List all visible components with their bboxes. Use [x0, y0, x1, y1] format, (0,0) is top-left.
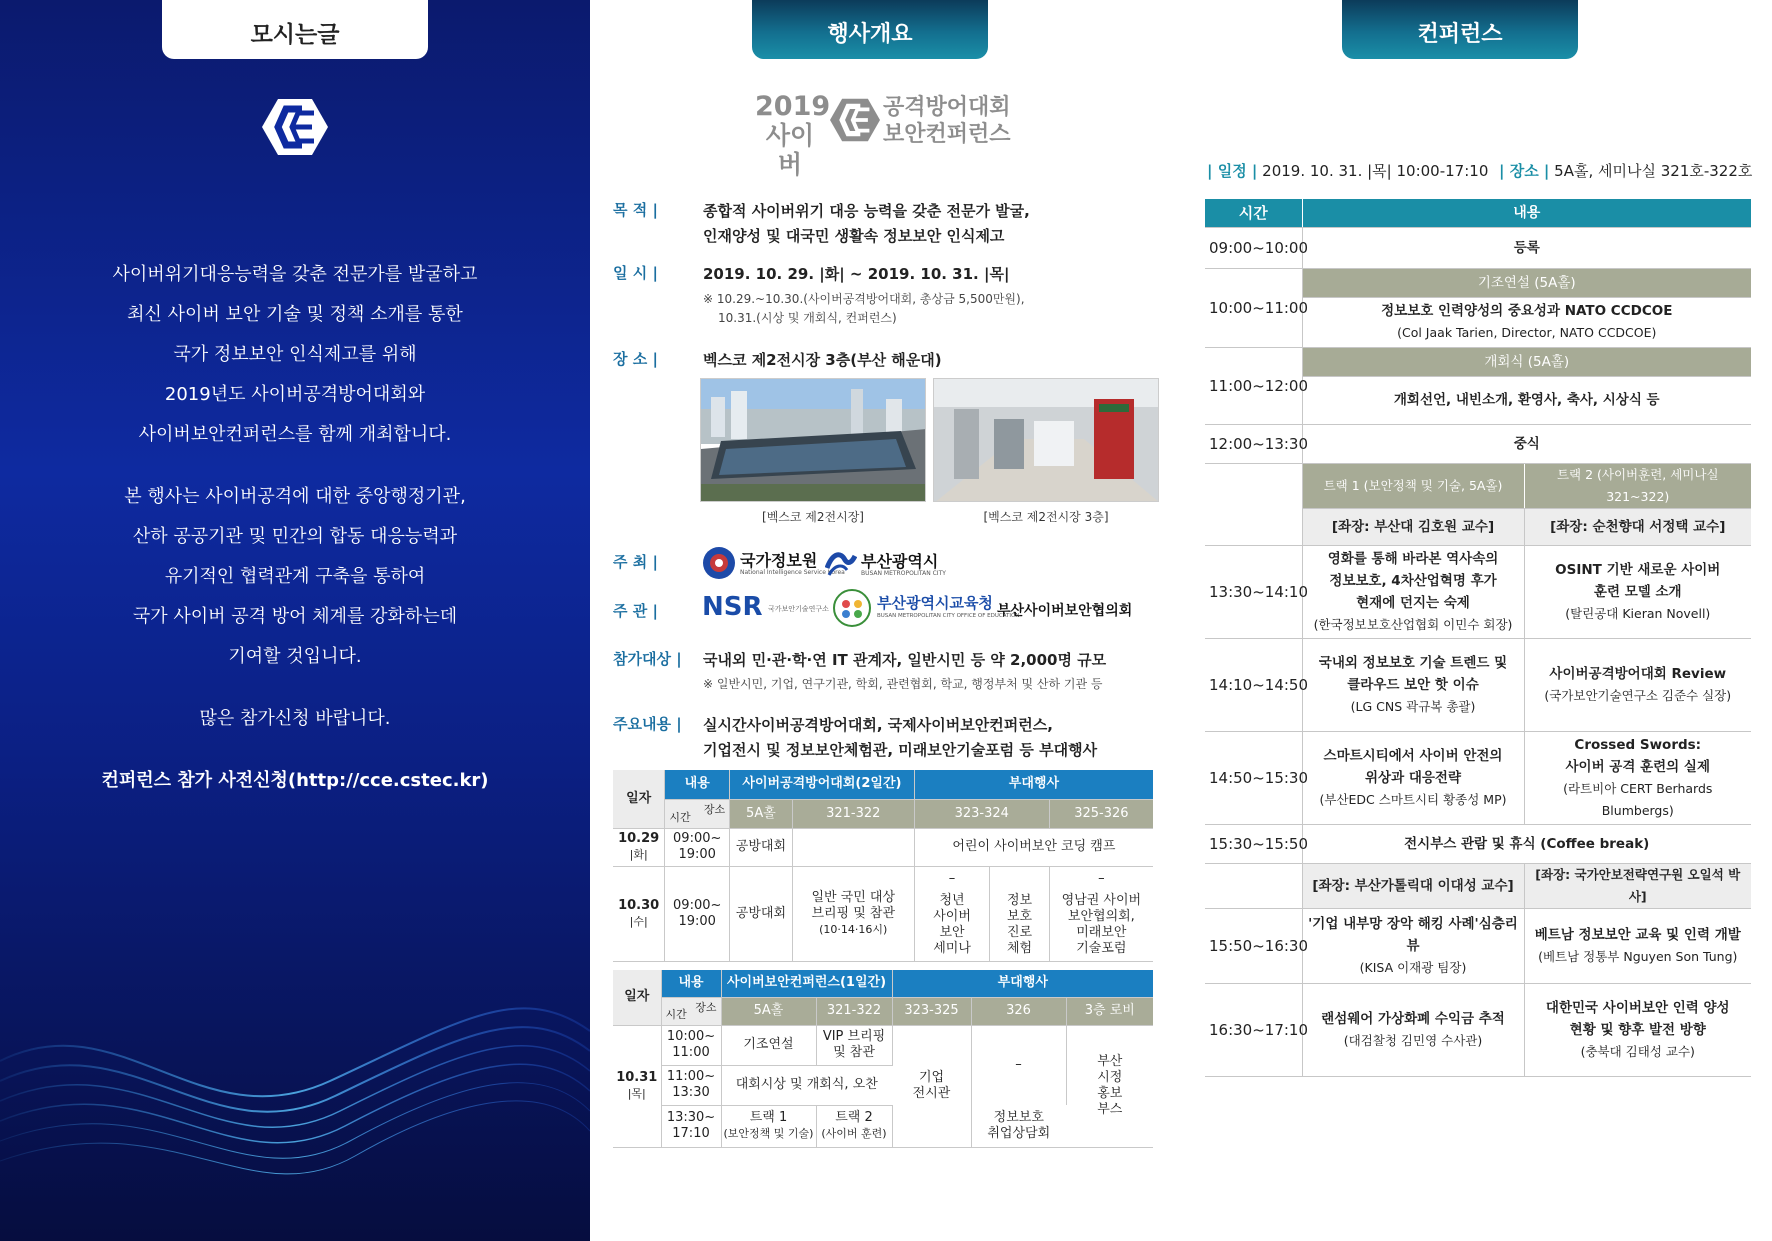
time-cell: 10:00~11:00 — [1205, 268, 1302, 347]
defense-header: 사이버공격방어대회(2일간) — [730, 770, 915, 799]
time-place-header: 장소 시간 — [661, 997, 721, 1025]
career-cell: 정보 보호 진로 체험 — [990, 866, 1049, 961]
track2-cell: 트랙 2 (사이버 훈련) — [816, 1105, 892, 1147]
nis-logo: 국가정보원 National Intelligence Service Korea — [702, 546, 736, 584]
briefing-cell: 일반 국민 대상 브리핑 및 참관 (10·14·16시) — [792, 866, 914, 961]
content-header: 내용 — [1302, 199, 1751, 227]
date-note: ※ 10.29.~10.30.(사이버공격방어대회, 총상금 5,500만원), 10.31.(시상 및 개회식, 컨퍼런스) — [703, 292, 1025, 325]
overview-panel — [590, 0, 1178, 1241]
nis-emblem-icon — [702, 546, 736, 580]
track2-bar: 트랙 2 (사이버훈련, 세미나실 321~322) — [1524, 463, 1751, 508]
session-cell: 대한민국 사이버보안 인력 양성 현황 및 향후 발전 방향 (충북대 김태성 교수) — [1524, 983, 1751, 1076]
greeting-line: 기여할 것입니다. — [228, 646, 362, 667]
time-cell: 09:00~10:00 — [1205, 227, 1302, 268]
track1-cell: 트랙 1 (보안정책 및 기술) — [721, 1105, 816, 1147]
opening-bar: 개회식 (5A홀) — [1302, 347, 1751, 376]
busan-edu-logo: 부산광역시교육청 BUSAN METROPOLITAN CITY OFFICE OF EDUCATION — [832, 588, 1042, 630]
invite-line: 많은 참가신청 바랍니다. — [199, 708, 391, 729]
room-header: 323-325 — [892, 997, 971, 1025]
booth-cell: 부산 시정 홍보 부스 — [1066, 1025, 1153, 1147]
time-cell: 09:00~ 19:00 — [665, 866, 730, 961]
register-line: 컨퍼런스 참가 사전신청(http://cce.cstec.kr) — [101, 770, 489, 791]
track1-bar: 트랙 1 (보안정책 및 기술, 5A홀) — [1302, 463, 1524, 508]
room-header: 321-322 — [816, 997, 892, 1025]
busan-cyber-council: 부산사이버보안협의회 — [997, 603, 1133, 619]
venue-value: 벡스코 제2전시장 3층(부산 해운대) — [703, 351, 942, 369]
time-cell: 14:10~14:50 — [1205, 638, 1302, 731]
greeting-line: 국가 사이버 공격 방어 체계를 강화하는데 — [132, 606, 458, 627]
venue-photo-exterior — [700, 378, 926, 502]
content-value: 실시간사이버공격방어대회, 국제사이버보안컨퍼런스, 기업전시 및 정보보안체험관, 미래보안기술포럼 등 부대행사 — [703, 716, 1098, 759]
photo-caption: [벡스코 제2전시장 3층] — [983, 510, 1109, 524]
session-cell: 국내외 정보보호 기술 트렌드 및 클라우드 보안 핫 이슈 (LG CNS 곽규복 총괄) — [1302, 638, 1524, 731]
busan-logo: 부산광역시 BUSAN METROPOLITAN CITY — [825, 548, 857, 582]
nsr-logo: NSR 국가보안기술연구소 — [702, 592, 829, 622]
empty-cell — [792, 828, 914, 866]
venue-label: 장 소 | — [613, 350, 658, 368]
room-header: 5A홀 — [730, 799, 793, 828]
greeting-text — [0, 255, 590, 801]
date-label: 일 시 | — [613, 264, 658, 282]
col-date-header: 일자 — [613, 970, 661, 1025]
side-event-header: 부대행사 — [892, 970, 1153, 997]
forum-cell: – 영남권 사이버 보안협의회, 미래보안 기술포럼 — [1049, 866, 1153, 961]
busan-edu-emblem-icon — [832, 588, 872, 628]
event-brand — [755, 91, 1035, 179]
conference-venue: | 장소 | 5A홀, 세미나실 321호-322호 — [1499, 162, 1753, 180]
side-event-header: 부대행사 — [914, 770, 1153, 799]
greeting-line: 사이버위기대응능력을 갖춘 전문가를 발굴하고 — [112, 264, 478, 285]
content-label: 주요내용 | — [613, 715, 682, 733]
brand-cyber: 사이버 — [765, 121, 815, 179]
opening-cell: 대회시상 및 개회식, 오찬 — [721, 1065, 892, 1105]
photo-caption: [벡스코 제2전시장] — [762, 510, 864, 524]
greeting-line: 산하 공공기관 및 민간의 합동 대응능력과 — [132, 526, 458, 547]
registration-cell: 등록 — [1302, 227, 1751, 268]
date-cell: 10.31 |목| — [613, 1025, 661, 1147]
vip-cell: VIP 브리핑 및 참관 — [816, 1025, 892, 1065]
room-header: 325-326 — [1049, 799, 1153, 828]
time-cell: 13:30~14:10 — [1205, 545, 1302, 638]
conference-program-table — [1205, 199, 1751, 1077]
defense-cell: 공방대회 — [730, 866, 793, 961]
cce-logo-icon — [262, 97, 328, 157]
time-cell: 16:30~17:10 — [1205, 983, 1302, 1076]
organizer-label: 주 관 | — [613, 602, 658, 620]
time-cell: 12:00~13:30 — [1205, 424, 1302, 463]
time-cell: 11:00~12:00 — [1205, 347, 1302, 424]
conference-schedule-table — [613, 970, 1153, 1148]
greeting-line: 본 행사는 사이버공격에 대한 중앙행정기관, — [124, 486, 466, 507]
purpose-value: 종합적 사이버위기 대응 능력을 갖춘 전문가 발굴, 인재양성 및 대국민 생활속 정보보안 인식제고 — [703, 202, 1030, 245]
room-header: 323-324 — [914, 799, 1049, 828]
conference-tab: 컨퍼런스 — [1342, 0, 1578, 59]
keynote-bar: 기조연설 (5A홀) — [1302, 268, 1751, 297]
room-header: 3층 로비 — [1066, 997, 1153, 1025]
time-header: 시간 — [1205, 199, 1302, 227]
session-cell: 스마트시티에서 사이버 안전의 위상과 대응전략 (부산EDC 스마트시티 황종성 MP) — [1302, 731, 1524, 824]
lunch-cell: 중식 — [1302, 424, 1751, 463]
time-cell — [1205, 463, 1302, 545]
cce-logo-icon — [830, 94, 880, 146]
greeting-tab: 모시는글 — [162, 0, 428, 59]
room-header: 5A홀 — [721, 997, 816, 1025]
host-label: 주 최 | — [613, 553, 658, 571]
conference-panel — [1178, 0, 1772, 1241]
session-cell: 베트남 정보보안 교육 및 인력 개발 (베트남 정통부 Nguyen Son Tung) — [1524, 908, 1751, 983]
session-cell: 사이버공격방어대회 Review (국가보안기술연구소 김준수 실장) — [1524, 638, 1751, 731]
brand-line1: 공격방어대회 — [883, 95, 1011, 120]
greeting-panel — [0, 0, 590, 1241]
greeting-line: 유기적인 협력관계 구축을 통하여 — [164, 566, 426, 587]
session-cell: 영화를 통해 바라본 역사속의 정보보호, 4차산업혁명 후가 현재에 던지는 숙제 (한국정보보호산업협회 이민수 회장) — [1302, 545, 1524, 638]
greeting-line: 최신 사이버 보안 기술 및 정책 소개를 통한 — [127, 304, 463, 325]
time-cell: 13:30~ 17:10 — [661, 1105, 721, 1147]
target-value: 국내외 민·관·학·연 IT 관계자, 일반시민 등 약 2,000명 규모 — [703, 651, 1107, 669]
dash-cell: – — [971, 1025, 1066, 1105]
col-date-header: 일자 — [613, 770, 665, 828]
job-fair-cell: 정보보호 취업상담회 — [971, 1105, 1066, 1147]
busan-wave-icon — [825, 548, 857, 578]
venue-photo-interior — [933, 378, 1159, 502]
chair-cell: [좌장: 부산가톨릭대 이대성 교수] — [1302, 863, 1524, 908]
wave-decoration — [0, 941, 590, 1241]
time-cell: 14:50~15:30 — [1205, 731, 1302, 824]
time-cell: 15:30~15:50 — [1205, 824, 1302, 863]
room-header: 321-322 — [792, 799, 914, 828]
keynote-cell: 기조연설 — [721, 1025, 816, 1065]
col-content-header: 내용 — [665, 770, 730, 799]
time-cell: 11:00~ 13:30 — [661, 1065, 721, 1105]
chair-cell: [좌장: 국가안보전략연구원 오일석 박사] — [1524, 863, 1751, 908]
time-cell: 09:00~ 19:00 — [665, 828, 730, 866]
greeting-line: 국가 정보보안 인식제고를 위해 — [173, 344, 417, 365]
brand-year: 2019 — [755, 91, 831, 122]
room-header: 326 — [971, 997, 1066, 1025]
overview-tab: 행사개요 — [752, 0, 988, 59]
target-note: ※ 일반시민, 기업, 연구기관, 학회, 관련협회, 학교, 행정부처 및 산하 기관 등 — [703, 677, 1103, 691]
session-cell: '기업 내부망 장악 해킹 사례'심층리뷰 (KISA 이재광 팀장) — [1302, 908, 1524, 983]
expo-cell: 기업 전시관 — [892, 1025, 971, 1147]
session-cell: Crossed Swords: 사이버 공격 훈련의 실제 (라트비아 CERT Berhards Blumbergs) — [1524, 731, 1751, 824]
target-label: 참가대상 | — [613, 650, 682, 668]
conference-date: | 일정 | 2019. 10. 31. |목| 10:00-17:10 — [1207, 162, 1489, 180]
break-cell: 전시부스 관람 및 휴식 (Coffee break) — [1302, 824, 1751, 863]
chair-cell: [좌장: 순천향대 서정택 교수] — [1524, 508, 1751, 545]
conference-header: 사이버보안컨퍼런스(1일간) — [721, 970, 892, 997]
time-cell — [1205, 863, 1302, 908]
youth-seminar-cell: – 청년 사이버 보안 세미나 — [914, 866, 990, 961]
date-value: 2019. 10. 29. |화| ~ 2019. 10. 31. |목| — [703, 265, 1010, 283]
greeting-line: 2019년도 사이버공격방어대회와 — [164, 384, 426, 405]
session-cell: 랜섬웨어 가상화폐 수익금 추적 (대검찰청 김민영 수사관) — [1302, 983, 1524, 1076]
date-cell: 10.30 |수| — [613, 866, 665, 961]
keynote-cell: 정보보호 인력양성의 중요성과 NATO CCDCOE (Col Jaak Tarien, Director, NATO CCDCOE) — [1302, 297, 1751, 347]
time-cell: 10:00~ 11:00 — [661, 1025, 721, 1065]
greeting-line: 사이버보안컨퍼런스를 함께 개최합니다. — [138, 424, 452, 445]
date-cell: 10.29 |화| — [613, 828, 665, 866]
col-content-header: 내용 — [661, 970, 721, 997]
time-cell: 15:50~16:30 — [1205, 908, 1302, 983]
chair-cell: [좌장: 부산대 김호원 교수] — [1302, 508, 1524, 545]
defense-schedule-table — [613, 770, 1153, 962]
coding-camp-cell: 어린이 사이버보안 코딩 캠프 — [914, 828, 1153, 866]
defense-cell: 공방대회 — [730, 828, 793, 866]
purpose-label: 목 적 | — [613, 201, 658, 219]
session-cell: OSINT 기반 새로운 사이버 훈련 모델 소개 (탈린공대 Kieran Novell) — [1524, 545, 1751, 638]
opening-cell: 개회선언, 내빈소개, 환영사, 축사, 시상식 등 — [1302, 376, 1751, 424]
time-place-header: 장소 시간 — [665, 799, 730, 828]
brand-line2: 보안컨퍼런스 — [883, 122, 1011, 147]
